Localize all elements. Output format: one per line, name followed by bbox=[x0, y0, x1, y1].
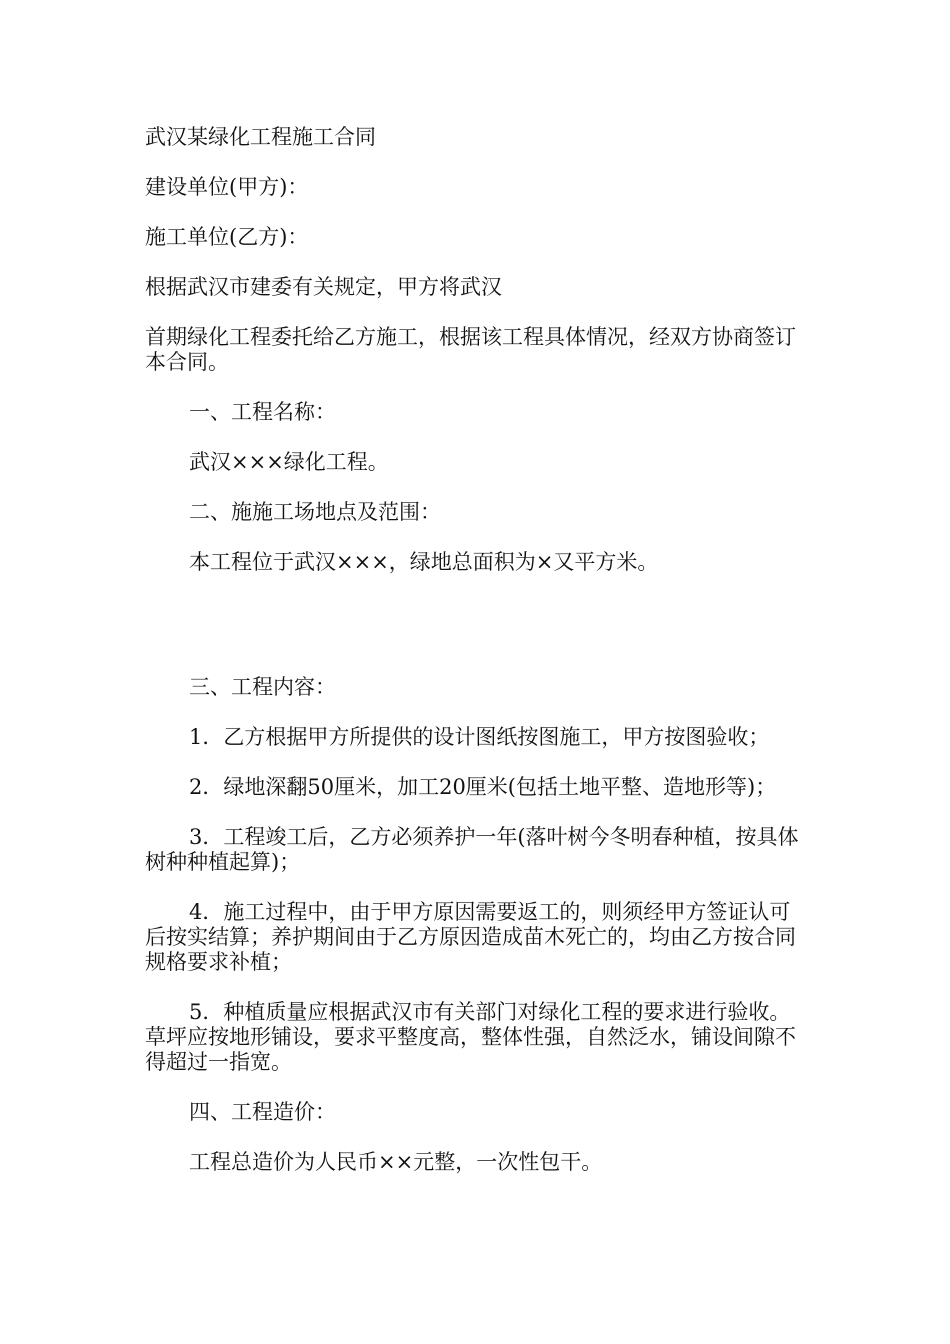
section-3-item-5: 5．种植质量应根据武汉市有关部门对绿化工程的要求进行验收。草坪应按地形铺设，要求平整度高，整体性强，自然泛水，铺设间隙不得超过一指宽。 bbox=[145, 1000, 796, 1074]
section-4-heading: 四、工程造价： bbox=[189, 1100, 336, 1124]
section-1-body: 武汉×××绿化工程。 bbox=[189, 450, 389, 474]
section-4-body: 工程总造价为人民币××元整，一次性包干。 bbox=[189, 1150, 603, 1174]
section-3-item-4: 4．施工过程中，由于甲方原因需要返工的，则须经甲方签证认可后按实结算；养护期间由于乙方原因造成苗木死亡的，均由乙方按合同规格要求补植； bbox=[145, 900, 796, 974]
section-1-heading: 一、工程名称： bbox=[189, 400, 336, 424]
section-3-item-2: 2．绿地深翻50厘米，加工20厘米(包括土地平整、造地形等)； bbox=[189, 775, 777, 799]
intro-paragraph-1: 根据武汉市建委有关规定，甲方将武汉 bbox=[145, 275, 502, 299]
section-3-heading: 三、工程内容： bbox=[189, 675, 336, 699]
intro-paragraph-2: 首期绿化工程委托给乙方施工，根据该工程具体情况，经双方协商签订本合同。 bbox=[145, 325, 796, 374]
document-title: 武汉某绿化工程施工合同 bbox=[145, 125, 376, 149]
section-3-item-1: 1．乙方根据甲方所提供的设计图纸按图施工，甲方按图验收； bbox=[189, 725, 770, 749]
party-a-line: 建设单位(甲方)： bbox=[145, 175, 309, 199]
section-2-heading: 二、施施工场地点及范围： bbox=[189, 500, 441, 524]
party-b-line: 施工单位(乙方)： bbox=[145, 225, 309, 249]
section-3-item-3: 3．工程竣工后，乙方必须养护一年(落叶树今冬明春种植，按具体树种种植起算)； bbox=[145, 825, 799, 874]
section-2-body: 本工程位于武汉×××，绿地总面积为×又平方米。 bbox=[189, 550, 659, 574]
